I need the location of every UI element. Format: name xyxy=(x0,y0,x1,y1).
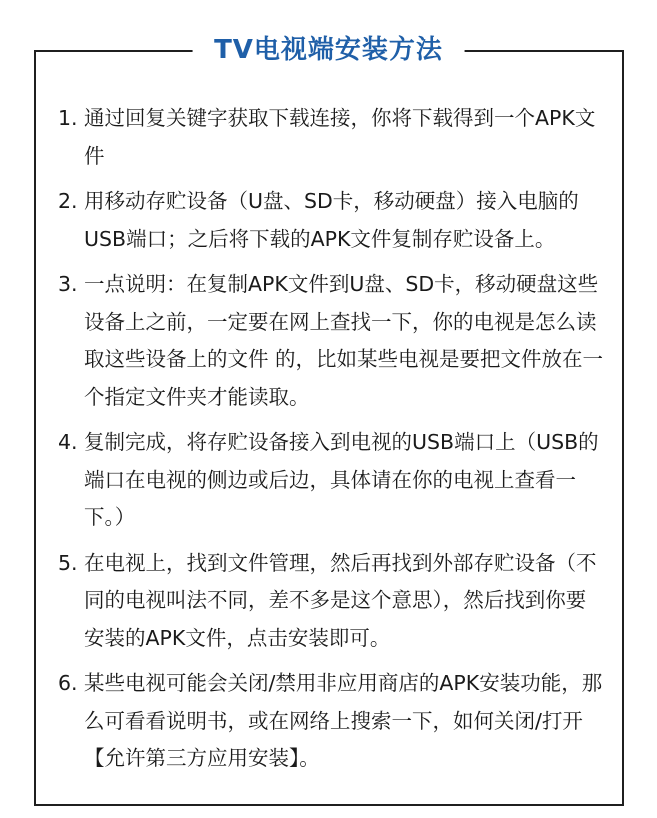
step-3 xyxy=(58,266,603,416)
step-number: 1. xyxy=(58,106,78,130)
page-title: TV电视端安装方法 xyxy=(192,30,465,70)
steps-list xyxy=(58,100,603,786)
step-2 xyxy=(58,183,603,258)
step-text: 某些电视可能会关闭/禁用非应用商店的APK安装功能，那么可看看说明书，或在网络上搜索一下，如何关闭/打开【允许第三方应用安装】。 xyxy=(84,671,603,770)
step-text: 用移动存贮设备（U盘、SD卡，移动硬盘）接入电脑的USB端口；之后将下载的APK文件复制存贮设备上。 xyxy=(84,189,579,251)
step-text: 一点说明：在复制APK文件到U盘、SD卡，移动硬盘这些设备上之前，一定要在网上查找一下，你的电视是怎么读取这些设备上的文件 的，比如某些电视是要把文件放在一个指定文件夹才能读取。 xyxy=(84,272,604,409)
step-text: 通过回复关键字获取下载连接，你将下载得到一个APK文件 xyxy=(84,106,596,168)
step-number: 6. xyxy=(58,671,78,695)
step-text: 在电视上，找到文件管理，然后再找到外部存贮设备（不同的电视叫法不同，差不多是这个意思），然后找到你要安装的APK文件，点击安装即可。 xyxy=(84,550,597,650)
step-number: 3. xyxy=(58,272,78,296)
step-6 xyxy=(58,665,603,778)
step-5 xyxy=(58,545,603,658)
step-number: 5. xyxy=(58,550,78,575)
step-number: 2. xyxy=(58,189,78,213)
step-number: 4. xyxy=(58,430,78,454)
step-1 xyxy=(58,100,603,175)
step-4 xyxy=(58,424,603,537)
step-text: 复制完成，将存贮设备接入到电视的USB端口上（USB的端口在电视的侧边或后边，具体请在你的电视上查看一下。） xyxy=(84,430,599,529)
